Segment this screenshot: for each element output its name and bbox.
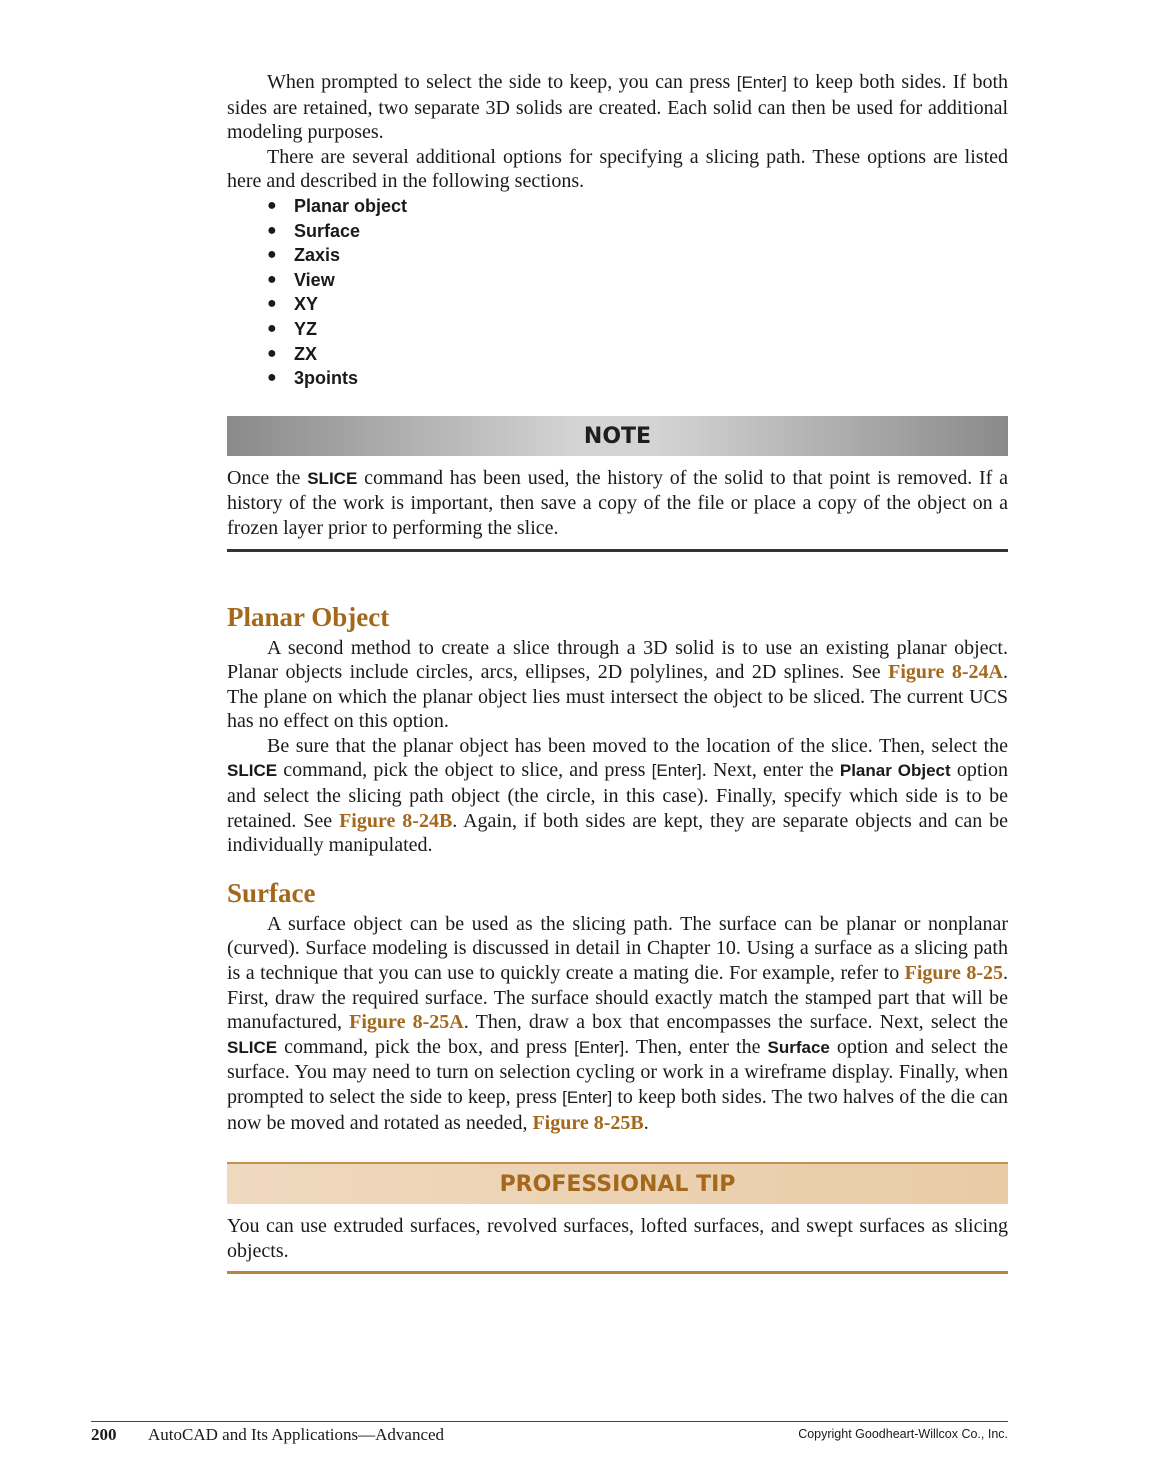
list-item: ● ZX — [267, 342, 1008, 367]
surface-paragraph-1 — [227, 912, 1008, 1135]
professional-tip-box — [227, 1162, 1008, 1274]
page-footer — [91, 1421, 1008, 1452]
list-item: ● Zaxis — [267, 243, 1008, 268]
list-item: ● View — [267, 268, 1008, 293]
note-title: NOTE — [227, 416, 1008, 456]
planar-paragraph-2 — [227, 734, 1008, 858]
bullet-icon: ● — [267, 270, 277, 288]
text-run: When prompted to select the side to keep, you can press — [267, 71, 737, 93]
text-run: option and select the surface. You may need to turn on selection cycling or work in a wireframe display. Finally, when prompted to select the side to keep, press — [227, 1035, 1009, 1108]
bullet-icon: ● — [267, 369, 277, 387]
text-run: . First, draw the required surface. The surface should exactly match the stamped part that will be manufactured, — [227, 962, 1009, 1034]
note-text — [227, 466, 1008, 541]
note-body — [227, 456, 1008, 552]
text-run: . Then, draw a box that encompasses the surface. Next, select the — [463, 1011, 1008, 1034]
bullet-icon: ● — [267, 221, 277, 239]
command-term: [Enter] — [651, 761, 702, 781]
command-term: Surface — [767, 1037, 830, 1057]
book-title: AutoCAD and Its Applications—Advanced — [148, 1425, 445, 1444]
command-term: [Enter] — [562, 1088, 613, 1107]
tip-body — [227, 1204, 1008, 1274]
text-run: . The plane on which the planar object lies must intersect the object to be sliced. The current UCS has no effect on this option. — [227, 661, 1008, 733]
figure-reference: Figure 8-24B — [339, 809, 453, 832]
text-run: option and select the slicing path object (the circle, in this case). Finally, specify which side is to be retained. See — [227, 759, 1008, 832]
command-term: SLICE — [227, 1037, 278, 1057]
text-run: A second method to create a slice through a 3D solid is to use an existing planar object. Planar objects include circles, arcs, ellipses, 2D polylines, and 2D splines. See — [227, 636, 1008, 684]
figure-reference: Figure 8-25A — [349, 1011, 464, 1034]
text-run: to keep both sides. The two halves of the die can now be moved and rotated as needed, — [227, 1086, 1008, 1134]
tip-title: PROFESSIONAL TIP — [227, 1162, 1008, 1204]
text-run: Be sure that the planar object has been moved to the location of the slice. Then, select the — [267, 734, 1008, 757]
note-box — [227, 416, 1008, 552]
options-list — [227, 194, 1008, 391]
text-run: You can use extruded surfaces, revolved surfaces, lofted surfaces, and swept surfaces as slicing objects. — [227, 1215, 1008, 1262]
text-run: . Again, if both sides are kept, they are separate objects and can be individually manipulated. — [227, 809, 1008, 857]
command-term: Planar Object — [839, 761, 951, 781]
text-run: command, pick the box, and press — [277, 1035, 575, 1058]
bullet-icon: ● — [267, 196, 277, 214]
list-item: ● XY — [267, 292, 1008, 317]
list-item: ● Surface — [267, 219, 1008, 244]
list-item: ● Planar object — [267, 194, 1008, 219]
text-run: command has been used, the history of the solid to that point is removed. If a history of the work is important, then save a copy of the file or place a copy of the object on a frozen layer prior to performing the slice. — [227, 466, 1008, 539]
figure-reference: Figure 8-25B — [532, 1111, 644, 1134]
text-run: Once the — [227, 466, 308, 489]
page-content — [227, 70, 1008, 1274]
list-item: ● YZ — [267, 317, 1008, 342]
command-term: SLICE — [307, 468, 358, 488]
text-run: There are several additional options for specifying a slicing path. These options are listed here and described in the following sections. — [227, 145, 1008, 193]
intro-paragraph-2 — [227, 145, 1008, 194]
bullet-icon: ● — [267, 295, 277, 313]
text-run: . Then, enter the — [624, 1035, 768, 1058]
copyright-notice: Copyright Goodheart-Willcox Co., Inc. — [798, 1427, 1008, 1441]
text-run: . — [643, 1111, 649, 1134]
text-run: to keep both sides. If both sides are retained, two separate 3D solids are created. Each solid can then be used for additional modeling purposes. — [227, 71, 1009, 144]
text-run: . Next, enter the — [701, 759, 840, 782]
tip-text — [227, 1214, 1008, 1263]
planar-paragraph-1 — [227, 636, 1008, 734]
intro-paragraph-1 — [227, 70, 1008, 145]
heading-surface: Surface — [227, 877, 316, 908]
page-number: 200 — [91, 1425, 117, 1444]
heading-planar-object: Planar Object — [227, 601, 390, 632]
figure-reference: Figure 8-25 — [904, 962, 1004, 985]
command-term: SLICE — [227, 761, 278, 781]
bullet-icon: ● — [267, 319, 277, 337]
bullet-icon: ● — [267, 246, 277, 264]
bullet-icon: ● — [267, 344, 277, 362]
command-term: [Enter] — [574, 1037, 625, 1057]
text-run: command, pick the object to slice, and press — [277, 759, 652, 782]
text-run: A surface object can be used as the slicing path. The surface can be planar or nonplanar (curved). Surface modeling is discussed in detail in Chapter 10. Using a surface as a slicing path is a technique that you can use to quickly create a mating die. For example, refer to — [227, 912, 1008, 985]
list-item: ● 3points — [267, 366, 1008, 391]
figure-reference: Figure 8-24A — [888, 661, 1003, 684]
command-term: [Enter] — [736, 73, 787, 92]
